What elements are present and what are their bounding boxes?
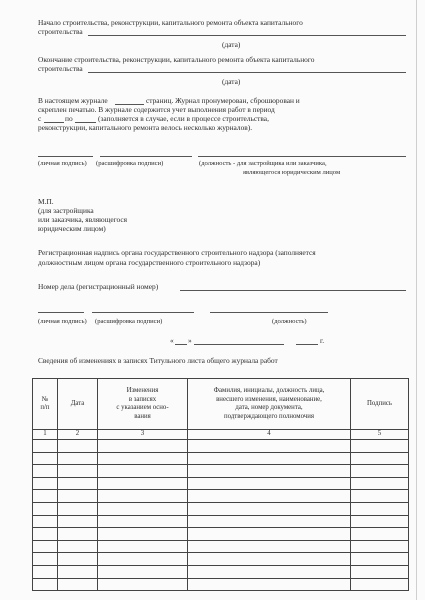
table-cell[interactable]: [188, 565, 351, 578]
journal-line-3a: с: [38, 114, 42, 123]
end-date-line: [88, 72, 406, 73]
table-cell[interactable]: [33, 578, 58, 591]
table-cell[interactable]: [98, 490, 188, 503]
header-person: Фамилия, инициалы, должность лица, внесшего изменения, наименование, дата, номер документа, подтверждающего полномочия: [188, 379, 351, 430]
header-number: № п/п: [33, 379, 58, 430]
table-row: [33, 528, 409, 541]
table-row: [33, 553, 409, 566]
table-cell[interactable]: [33, 540, 58, 553]
sig1-position-caption-1: (должность - для застройщика или заказчика,: [199, 160, 327, 167]
sig1-decode-line: [100, 156, 192, 157]
table-cell[interactable]: [188, 528, 351, 541]
col-number-5: 5: [351, 430, 409, 440]
table-cell[interactable]: [33, 528, 58, 541]
table-cell[interactable]: [188, 578, 351, 591]
start-label-cont: строительства: [38, 27, 83, 36]
table-cell[interactable]: [33, 515, 58, 528]
table-cell[interactable]: [188, 502, 351, 515]
table-cell[interactable]: [33, 553, 58, 566]
table-cell[interactable]: [351, 490, 409, 503]
journal-line-3b: по: [65, 114, 73, 123]
table-cell[interactable]: [351, 452, 409, 465]
table-row: [33, 578, 409, 591]
table-cell[interactable]: [58, 477, 98, 490]
date-quote-close: »: [188, 336, 192, 345]
end-date-caption: (дата): [222, 77, 241, 86]
page-edge: [416, 0, 417, 600]
table-cell[interactable]: [33, 477, 58, 490]
start-date-line: [88, 35, 406, 36]
journal-line-3c: (заполняется в случае, если в процессе строительства,: [98, 114, 269, 123]
table-cell[interactable]: [351, 528, 409, 541]
table-row: [33, 477, 409, 490]
table-cell[interactable]: [98, 465, 188, 478]
table-cell[interactable]: [98, 578, 188, 591]
case-number-line: [180, 290, 406, 291]
case-number-label: Номер дела (регистрационный номер): [38, 282, 159, 291]
start-label: Начало строительства, реконструкции, капитального ремонта объекта капитального: [38, 18, 303, 27]
table-cell[interactable]: [98, 565, 188, 578]
table-cell[interactable]: [58, 528, 98, 541]
table-cell[interactable]: [58, 565, 98, 578]
sig2-decode-caption: (расшифровка подписи): [95, 318, 163, 325]
table-cell[interactable]: [188, 540, 351, 553]
table-cell[interactable]: [188, 515, 351, 528]
registration-line-1: Регистрационная надпись органа государственного строительного надзора (заполняется: [38, 248, 316, 257]
table-row: [33, 502, 409, 515]
table-row: [33, 440, 409, 453]
date-year-line: [296, 344, 318, 345]
table-cell[interactable]: [98, 477, 188, 490]
header-signature: Подпись: [351, 379, 409, 430]
date-day-line: [175, 344, 187, 345]
start-date-caption: (дата): [222, 40, 241, 49]
stamp-label: М.П.: [38, 197, 54, 206]
col-number-2: 2: [58, 430, 98, 440]
sig2-personal-caption: (личная подпись): [38, 318, 87, 325]
header-changes: Изменения в записях с указанием осно- вания: [98, 379, 188, 430]
sig2-position-caption: (должность): [272, 318, 307, 325]
table-cell[interactable]: [98, 528, 188, 541]
table-cell[interactable]: [351, 440, 409, 453]
end-label: Окончание строительства, реконструкции, капитального ремонта объекта капитального: [38, 55, 315, 64]
registration-line-2: должностным лицом органа государственного строительного надзора): [38, 258, 261, 267]
table-cell[interactable]: [351, 578, 409, 591]
journal-line-1b: страниц. Журнал пронумерован, сброшюрован и: [146, 96, 300, 105]
table-cell[interactable]: [98, 502, 188, 515]
table-cell[interactable]: [58, 578, 98, 591]
table-cell[interactable]: [33, 502, 58, 515]
date-quote-open: «: [170, 336, 174, 345]
sig2-personal-line: [38, 312, 84, 313]
table-number-row: [33, 430, 409, 440]
table-cell[interactable]: [98, 553, 188, 566]
table-row: [33, 540, 409, 553]
table-cell[interactable]: [188, 465, 351, 478]
journal-line-4: реконструкции, капитального ремонта велось несколько журналов).: [38, 123, 253, 132]
date-year-suffix: г.: [320, 336, 325, 345]
table-cell[interactable]: [188, 553, 351, 566]
table-cell[interactable]: [188, 477, 351, 490]
table-cell[interactable]: [58, 553, 98, 566]
table-row: [33, 490, 409, 503]
stamp-note-3: юридическим лицом): [38, 224, 106, 233]
table-cell[interactable]: [58, 440, 98, 453]
table-cell[interactable]: [33, 465, 58, 478]
table-cell[interactable]: [98, 515, 188, 528]
sig1-personal-caption: (личная подпись): [38, 160, 87, 167]
table-cell[interactable]: [188, 452, 351, 465]
sig2-decode-line: [92, 312, 194, 313]
journal-line-1a: В настоящем журнале: [38, 96, 108, 105]
table-row: [33, 565, 409, 578]
journal-line-2: скреплен печатью. В журнале содержится учет выполнения работ в период: [38, 105, 275, 114]
table-title: Сведения об изменениях в записях Титульного листа общего журнала работ: [38, 356, 278, 365]
table-cell[interactable]: [188, 490, 351, 503]
stamp-note-1: (для застройщика: [38, 206, 94, 215]
table-cell[interactable]: [33, 490, 58, 503]
sig1-position-caption-2: являющегося юридическим лицом: [243, 169, 341, 176]
table-cell[interactable]: [351, 502, 409, 515]
table-cell[interactable]: [351, 540, 409, 553]
table-cell[interactable]: [58, 452, 98, 465]
table-cell[interactable]: [33, 452, 58, 465]
table-cell[interactable]: [351, 465, 409, 478]
col-number-3: 3: [98, 430, 188, 440]
stamp-note-2: или заказчика, являющегося: [38, 215, 128, 224]
table-cell[interactable]: [98, 452, 188, 465]
table-row: [33, 515, 409, 528]
table-row: [33, 465, 409, 478]
table-cell[interactable]: [351, 553, 409, 566]
end-label-cont: строительства: [38, 64, 83, 73]
changes-table: [32, 378, 409, 591]
table-cell[interactable]: [58, 540, 98, 553]
table-cell[interactable]: [188, 440, 351, 453]
table-cell[interactable]: [351, 515, 409, 528]
col-number-1: 1: [33, 430, 58, 440]
date-month-line: [194, 344, 284, 345]
table-cell[interactable]: [33, 440, 58, 453]
table-cell[interactable]: [58, 465, 98, 478]
table-header-row: [33, 379, 409, 430]
table-cell[interactable]: [33, 565, 58, 578]
sig1-decode-caption: (расшифровка подписи): [96, 160, 164, 167]
header-date: Дата: [58, 379, 98, 430]
col-number-4: 4: [188, 430, 351, 440]
sig1-position-line: [198, 156, 406, 157]
table-cell[interactable]: [351, 565, 409, 578]
table-cell[interactable]: [58, 502, 98, 515]
sig1-personal-line: [38, 156, 93, 157]
table-cell[interactable]: [58, 515, 98, 528]
table-cell[interactable]: [98, 540, 188, 553]
table-cell[interactable]: [351, 477, 409, 490]
table-row: [33, 452, 409, 465]
table-cell[interactable]: [98, 440, 188, 453]
table-body: [33, 440, 409, 591]
table-cell[interactable]: [58, 490, 98, 503]
sig2-position-line: [210, 312, 328, 313]
